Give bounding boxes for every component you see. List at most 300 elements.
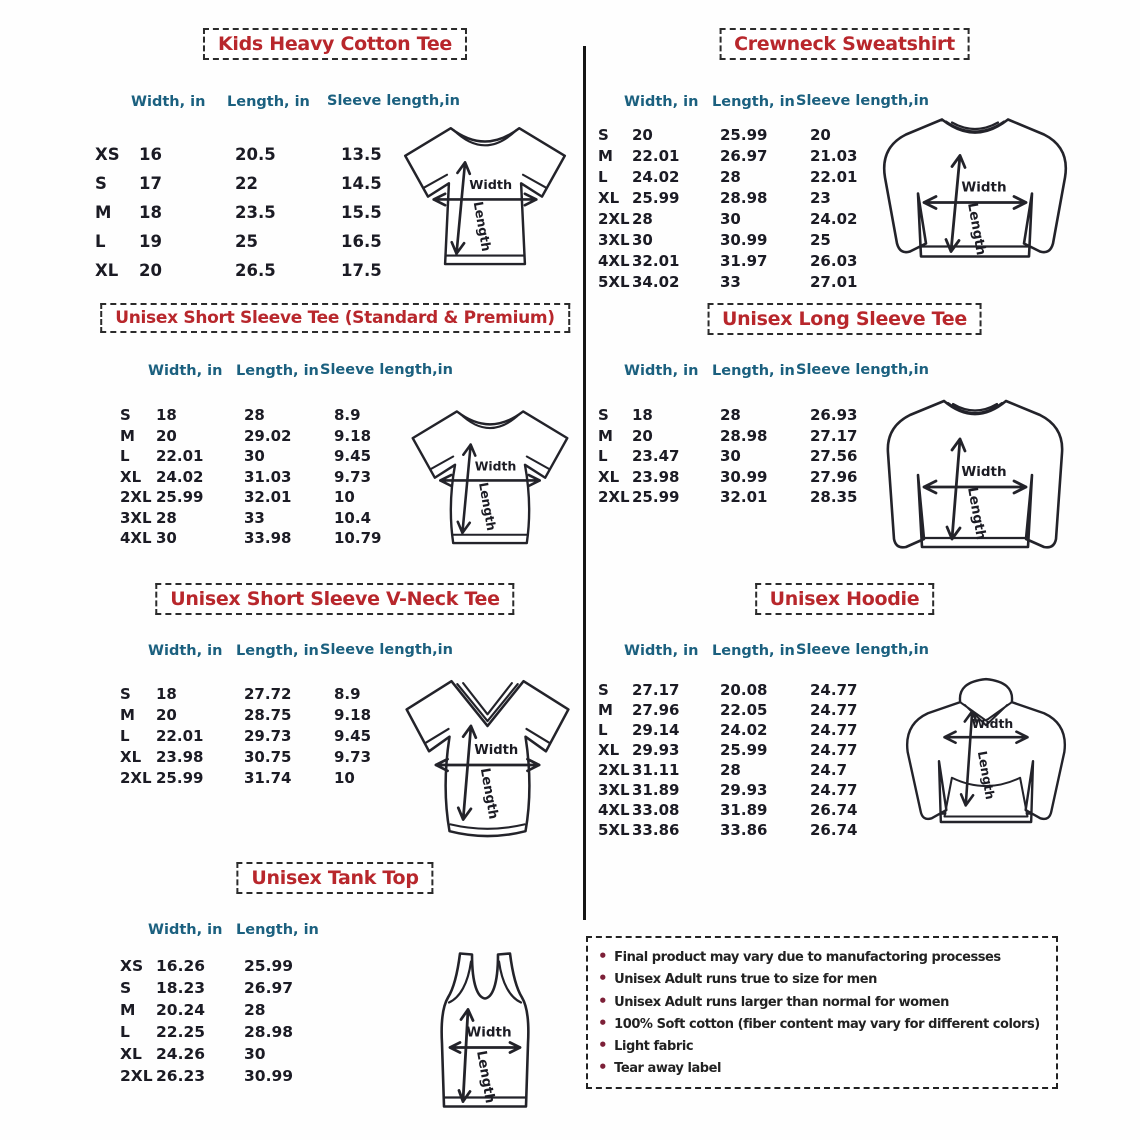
note-item — [598, 1057, 1048, 1079]
measurement-value: 14.5 — [341, 174, 382, 193]
table-row — [598, 740, 894, 760]
measurement-value: 30.99 — [720, 230, 768, 249]
measurement-value: 16.5 — [341, 232, 382, 251]
note-text: Tear away label — [614, 1061, 722, 1077]
measurement-value: 25.99 — [632, 188, 680, 207]
table-row — [95, 169, 425, 198]
table-row — [120, 1021, 340, 1043]
measurement-value: 20 — [632, 125, 653, 144]
column-header-width: Width, in — [131, 94, 206, 110]
bullet-icon: • — [598, 991, 608, 1010]
section-title: Unisex Long Sleeve Tee — [722, 308, 967, 330]
note-text: Unisex Adult runs true to size for men — [614, 972, 877, 988]
table-row — [120, 767, 418, 788]
measurement-value: 24.77 — [810, 701, 858, 719]
column-header-sleeve: Sleeve length,in — [796, 642, 929, 659]
measurement-value: 8.9 — [334, 684, 361, 703]
measurement-value: 27.56 — [810, 447, 858, 466]
table-row — [95, 256, 425, 285]
table-row — [598, 426, 894, 447]
size-table — [120, 333, 453, 549]
table-header-row — [598, 64, 929, 110]
bullet-icon: • — [598, 969, 608, 988]
table-row — [598, 800, 894, 820]
size-table — [120, 892, 340, 1087]
section-title-box — [203, 28, 467, 60]
table-row — [120, 405, 418, 426]
table-row — [598, 250, 894, 271]
long-sleeve-tee-illustration — [860, 388, 1090, 580]
measurement-value: 31.74 — [244, 768, 292, 787]
table-header-row — [120, 613, 453, 659]
measurement-value: 30 — [244, 1045, 266, 1063]
measurement-value: 28 — [720, 167, 741, 186]
measurement-value: 33.08 — [632, 801, 680, 819]
measurement-value: 13.5 — [341, 145, 382, 164]
column-header-length: Length, in — [712, 643, 795, 659]
section-title: Unisex Short Sleeve Tee (Standard & Premium) — [115, 308, 555, 328]
section-crewneck-sweatshirt — [592, 28, 1097, 300]
section-unisex-v-neck-tee — [85, 583, 585, 863]
size-label: XL — [120, 747, 142, 766]
bullet-icon: • — [598, 1013, 608, 1032]
table-row — [120, 1043, 340, 1065]
table-row — [598, 187, 894, 208]
bullet-icon: • — [598, 1058, 608, 1077]
measurement-value: 31.11 — [632, 761, 680, 779]
section-title: Kids Heavy Cotton Tee — [217, 33, 453, 55]
measurement-value: 28 — [720, 761, 741, 779]
measurement-value: 27.17 — [810, 426, 858, 445]
table-body — [598, 680, 894, 840]
column-header-sleeve: Sleeve length,in — [796, 93, 929, 110]
measurement-value: 33.86 — [632, 821, 680, 839]
measurement-value: 8.9 — [334, 406, 361, 425]
size-label: XS — [120, 957, 144, 975]
measurement-value: 25.99 — [720, 125, 768, 144]
measurement-value: 20 — [156, 705, 177, 724]
length-label: Length — [476, 481, 500, 532]
size-label: XL — [95, 261, 119, 280]
measurement-value: 20.24 — [156, 1001, 206, 1019]
table-row — [598, 820, 894, 840]
measurement-value: 32.01 — [632, 251, 680, 270]
table-row — [598, 780, 894, 800]
measurement-value: 23 — [810, 188, 831, 207]
size-label: 5XL — [598, 821, 630, 839]
measurement-value: 9.18 — [334, 705, 372, 724]
size-label: S — [598, 681, 609, 699]
tee-illustration — [390, 108, 580, 290]
table-header-row — [120, 333, 453, 379]
section-title: Crewneck Sweatshirt — [734, 33, 955, 55]
tank-top-illustration — [420, 945, 550, 1131]
measurement-value: 31.03 — [244, 467, 292, 486]
table-row — [598, 271, 894, 292]
table-row — [95, 140, 425, 169]
measurement-value: 16.26 — [156, 957, 206, 975]
table-row — [598, 145, 894, 166]
measurement-value: 25.99 — [632, 488, 680, 507]
size-label: S — [120, 979, 132, 997]
table-row — [95, 198, 425, 227]
table-row — [598, 760, 894, 780]
table-row — [598, 720, 894, 740]
size-label: M — [120, 1001, 136, 1019]
measurement-value: 24.02 — [632, 167, 680, 186]
table-body — [598, 405, 894, 508]
table-row — [598, 208, 894, 229]
size-label: M — [598, 146, 613, 165]
measurement-value: 32.01 — [244, 488, 292, 507]
width-label: Width — [466, 1024, 512, 1041]
table-row — [598, 487, 894, 508]
size-label: S — [598, 406, 609, 425]
size-label: 4XL — [598, 801, 630, 819]
size-label: S — [598, 125, 609, 144]
note-item — [598, 946, 1048, 968]
size-label: S — [95, 174, 107, 193]
column-header-width: Width, in — [148, 922, 223, 938]
size-table — [598, 333, 929, 508]
size-label: M — [598, 701, 613, 719]
measurement-value: 26.74 — [810, 821, 858, 839]
table-row — [598, 467, 894, 488]
measurement-value: 22.25 — [156, 1023, 206, 1041]
column-header-width: Width, in — [624, 94, 699, 110]
length-label: Length — [974, 749, 999, 801]
width-label: Width — [474, 458, 517, 474]
measurement-value: 27.96 — [632, 701, 680, 719]
size-label: 2XL — [598, 761, 630, 779]
measurement-value: 23.47 — [632, 447, 680, 466]
size-label: L — [95, 232, 106, 251]
size-table — [95, 64, 460, 285]
table-row — [598, 700, 894, 720]
measurement-value: 28.75 — [244, 705, 292, 724]
size-label: 2XL — [120, 488, 152, 507]
measurement-value: 30.99 — [244, 1067, 294, 1085]
size-label: M — [120, 426, 135, 445]
measurement-value: 16 — [139, 145, 162, 164]
size-label: L — [120, 447, 130, 466]
measurement-value: 30.99 — [720, 467, 768, 486]
column-header-length: Length, in — [236, 922, 319, 938]
length-label: Length — [964, 485, 990, 541]
measurement-value: 27.17 — [632, 681, 680, 699]
measurement-value: 17.5 — [341, 261, 382, 280]
width-label: Width — [961, 179, 1007, 196]
column-header-length: Length, in — [236, 643, 319, 659]
measurement-value: 22.01 — [632, 146, 680, 165]
section-unisex-hoodie — [592, 583, 1097, 863]
size-label: XS — [95, 145, 120, 164]
bullet-icon: • — [598, 947, 608, 965]
table-header-row — [598, 333, 929, 379]
measurement-value: 24.77 — [810, 781, 858, 799]
column-header-width: Width, in — [148, 643, 223, 659]
size-label: L — [598, 447, 608, 466]
measurement-value: 10.79 — [334, 529, 382, 548]
v-neck-tee-illustration — [393, 663, 583, 863]
measurement-value: 10.4 — [334, 508, 372, 527]
measurement-value: 15.5 — [341, 203, 382, 222]
column-header-sleeve: Sleeve length,in — [320, 362, 453, 379]
measurement-value: 30 — [632, 230, 653, 249]
measurement-value: 33 — [244, 508, 265, 527]
measurement-value: 28 — [244, 1001, 266, 1019]
table-row — [120, 446, 418, 467]
measurement-value: 33.86 — [720, 821, 768, 839]
size-label: XL — [120, 1045, 142, 1063]
measurement-value: 30 — [156, 529, 177, 548]
table-row — [120, 528, 418, 549]
measurement-value: 26.74 — [810, 801, 858, 819]
column-header-sleeve: Sleeve length,in — [327, 93, 460, 110]
note-item — [598, 1013, 1048, 1035]
measurement-value: 28.98 — [720, 188, 768, 207]
measurement-value: 29.93 — [720, 781, 768, 799]
measurement-value: 25.99 — [156, 768, 204, 787]
measurement-value: 28.98 — [720, 426, 768, 445]
size-table — [598, 64, 929, 292]
table-row — [120, 683, 418, 704]
length-label: Length — [964, 201, 990, 257]
table-body — [95, 140, 425, 285]
length-label: Length — [469, 200, 494, 253]
size-label: S — [120, 406, 131, 425]
size-table — [598, 613, 929, 840]
hoodie-illustration — [880, 663, 1092, 863]
measurement-value: 25.99 — [720, 741, 768, 759]
size-table — [120, 613, 453, 788]
sweatshirt-illustration — [860, 105, 1090, 291]
measurement-value: 33.98 — [244, 529, 292, 548]
column-header-width: Width, in — [624, 363, 699, 379]
measurement-value: 25 — [235, 232, 258, 251]
measurement-value: 18 — [156, 684, 177, 703]
measurement-value: 26.93 — [810, 406, 858, 425]
table-header-row — [120, 892, 340, 938]
measurement-value: 26.03 — [810, 251, 858, 270]
measurement-value: 22 — [235, 174, 258, 193]
section-title-box — [707, 303, 982, 335]
measurement-value: 30 — [720, 209, 741, 228]
note-text: 100% Soft cotton (fiber content may vary for different colors) — [614, 1016, 1040, 1032]
measurement-value: 29.14 — [632, 721, 680, 739]
note-text: Unisex Adult runs larger than normal for women — [614, 994, 949, 1010]
measurement-value: 17 — [139, 174, 162, 193]
measurement-value: 30 — [720, 447, 741, 466]
measurement-value: 21.03 — [810, 146, 858, 165]
measurement-value: 22.01 — [810, 167, 858, 186]
length-label: Length — [476, 766, 501, 821]
measurement-value: 24.77 — [810, 681, 858, 699]
table-body — [598, 124, 894, 292]
size-label: M — [120, 705, 135, 724]
table-row — [120, 955, 340, 977]
column-header-length: Length, in — [236, 363, 319, 379]
column-header-width: Width, in — [624, 643, 699, 659]
size-label: 5XL — [598, 272, 630, 291]
measurement-value: 29.73 — [244, 726, 292, 745]
note-item — [598, 1035, 1048, 1057]
size-label: M — [598, 426, 613, 445]
table-row — [598, 446, 894, 467]
column-header-length: Length, in — [227, 94, 310, 110]
column-header-sleeve: Sleeve length,in — [320, 642, 453, 659]
measurement-value: 28 — [244, 406, 265, 425]
measurement-value: 28 — [632, 209, 653, 228]
section-title: Unisex Hoodie — [769, 588, 920, 610]
table-body — [120, 405, 418, 549]
size-label: 4XL — [598, 251, 630, 270]
measurement-value: 26.5 — [235, 261, 276, 280]
size-label: L — [598, 167, 608, 186]
measurement-value: 31.89 — [720, 801, 768, 819]
measurement-value: 28.98 — [244, 1023, 294, 1041]
size-label: XL — [598, 467, 620, 486]
measurement-value: 24.77 — [810, 741, 858, 759]
section-title-box — [236, 862, 433, 894]
note-item — [598, 968, 1048, 990]
measurement-value: 9.73 — [334, 747, 372, 766]
measurement-value: 23.98 — [156, 747, 204, 766]
measurement-value: 23.5 — [235, 203, 276, 222]
size-label: 2XL — [120, 768, 152, 787]
note-item — [598, 991, 1048, 1013]
section-title-box — [755, 583, 935, 615]
measurement-value: 28.35 — [810, 488, 858, 507]
measurement-value: 20 — [139, 261, 162, 280]
column-header-width: Width, in — [148, 363, 223, 379]
table-row — [598, 124, 894, 145]
measurement-value: 31.97 — [720, 251, 768, 270]
table-row — [120, 746, 418, 767]
section-unisex-short-sleeve-tee — [85, 303, 585, 583]
measurement-value: 19 — [139, 232, 162, 251]
measurement-value: 30.75 — [244, 747, 292, 766]
table-row — [120, 1065, 340, 1087]
measurement-value: 24.02 — [720, 721, 768, 739]
size-label: 4XL — [120, 529, 152, 548]
notes-box — [586, 936, 1058, 1089]
table-header-row — [598, 613, 929, 659]
measurement-value: 18 — [632, 406, 653, 425]
table-row — [120, 725, 418, 746]
table-body — [120, 683, 418, 788]
measurement-value: 9.73 — [334, 467, 372, 486]
size-label: S — [120, 684, 131, 703]
column-header-sleeve: Sleeve length,in — [796, 362, 929, 379]
measurement-value: 22.01 — [156, 447, 204, 466]
table-row — [120, 487, 418, 508]
measurement-value: 18 — [156, 406, 177, 425]
measurement-value: 9.18 — [334, 426, 372, 445]
measurement-value: 25.99 — [156, 488, 204, 507]
measurement-value: 26.97 — [720, 146, 768, 165]
width-label: Width — [469, 178, 513, 194]
measurement-value: 24.7 — [810, 761, 848, 779]
measurement-value: 23.98 — [632, 467, 680, 486]
measurement-value: 28 — [156, 508, 177, 527]
size-label: 2XL — [120, 1067, 153, 1085]
measurement-value: 20.08 — [720, 681, 768, 699]
measurement-value: 28 — [720, 406, 741, 425]
size-label: L — [120, 1023, 130, 1041]
note-text: Light fabric — [614, 1039, 694, 1055]
tee-illustration — [398, 390, 582, 570]
section-title-box — [155, 583, 514, 615]
measurement-value: 22.01 — [156, 726, 204, 745]
size-label: XL — [598, 188, 620, 207]
table-row — [95, 227, 425, 256]
measurement-value: 22.05 — [720, 701, 768, 719]
table-row — [120, 704, 418, 725]
section-unisex-tank-top — [85, 862, 585, 1140]
size-label: XL — [120, 467, 142, 486]
section-title: Unisex Tank Top — [251, 867, 419, 889]
note-text: Final product may vary due to manufactoring processes — [614, 950, 1001, 965]
measurement-value: 25 — [810, 230, 831, 249]
measurement-value: 29.02 — [244, 426, 292, 445]
measurement-value: 20 — [810, 125, 831, 144]
measurement-value: 33 — [720, 272, 741, 291]
measurement-value: 18.23 — [156, 979, 206, 997]
table-header-row — [95, 64, 460, 110]
measurement-value: 26.23 — [156, 1067, 206, 1085]
table-row — [120, 999, 340, 1021]
measurement-value: 24.02 — [156, 467, 204, 486]
measurement-value: 20 — [156, 426, 177, 445]
section-title: Unisex Short Sleeve V-Neck Tee — [170, 588, 500, 610]
section-kids-heavy-cotton-tee — [85, 28, 585, 300]
measurement-value: 31.89 — [632, 781, 680, 799]
length-label: Length — [473, 1049, 499, 1105]
section-unisex-long-sleeve-tee — [592, 303, 1097, 583]
measurement-value: 9.45 — [334, 726, 372, 745]
measurement-value: 27.72 — [244, 684, 292, 703]
table-row — [598, 680, 894, 700]
width-label: Width — [971, 715, 1014, 731]
size-label: 3XL — [598, 230, 630, 249]
table-row — [598, 166, 894, 187]
table-row — [120, 426, 418, 447]
size-label: L — [598, 721, 608, 739]
table-row — [120, 467, 418, 488]
measurement-value: 27.96 — [810, 467, 858, 486]
measurement-value: 18 — [139, 203, 162, 222]
size-label: XL — [598, 741, 620, 759]
size-label: M — [95, 203, 112, 222]
measurement-value: 32.01 — [720, 488, 768, 507]
column-header-length: Length, in — [712, 94, 795, 110]
measurement-value: 27.01 — [810, 272, 858, 291]
measurement-value: 20 — [632, 426, 653, 445]
measurement-value: 26.97 — [244, 979, 294, 997]
bullet-icon: • — [598, 1036, 608, 1055]
measurement-value: 34.02 — [632, 272, 680, 291]
measurement-value: 10 — [334, 488, 355, 507]
column-header-length: Length, in — [712, 363, 795, 379]
size-label: 2XL — [598, 209, 630, 228]
table-row — [120, 977, 340, 999]
measurement-value: 20.5 — [235, 145, 276, 164]
table-row — [598, 229, 894, 250]
measurement-value: 29.93 — [632, 741, 680, 759]
size-label: 3XL — [120, 508, 152, 527]
size-label: 3XL — [598, 781, 630, 799]
